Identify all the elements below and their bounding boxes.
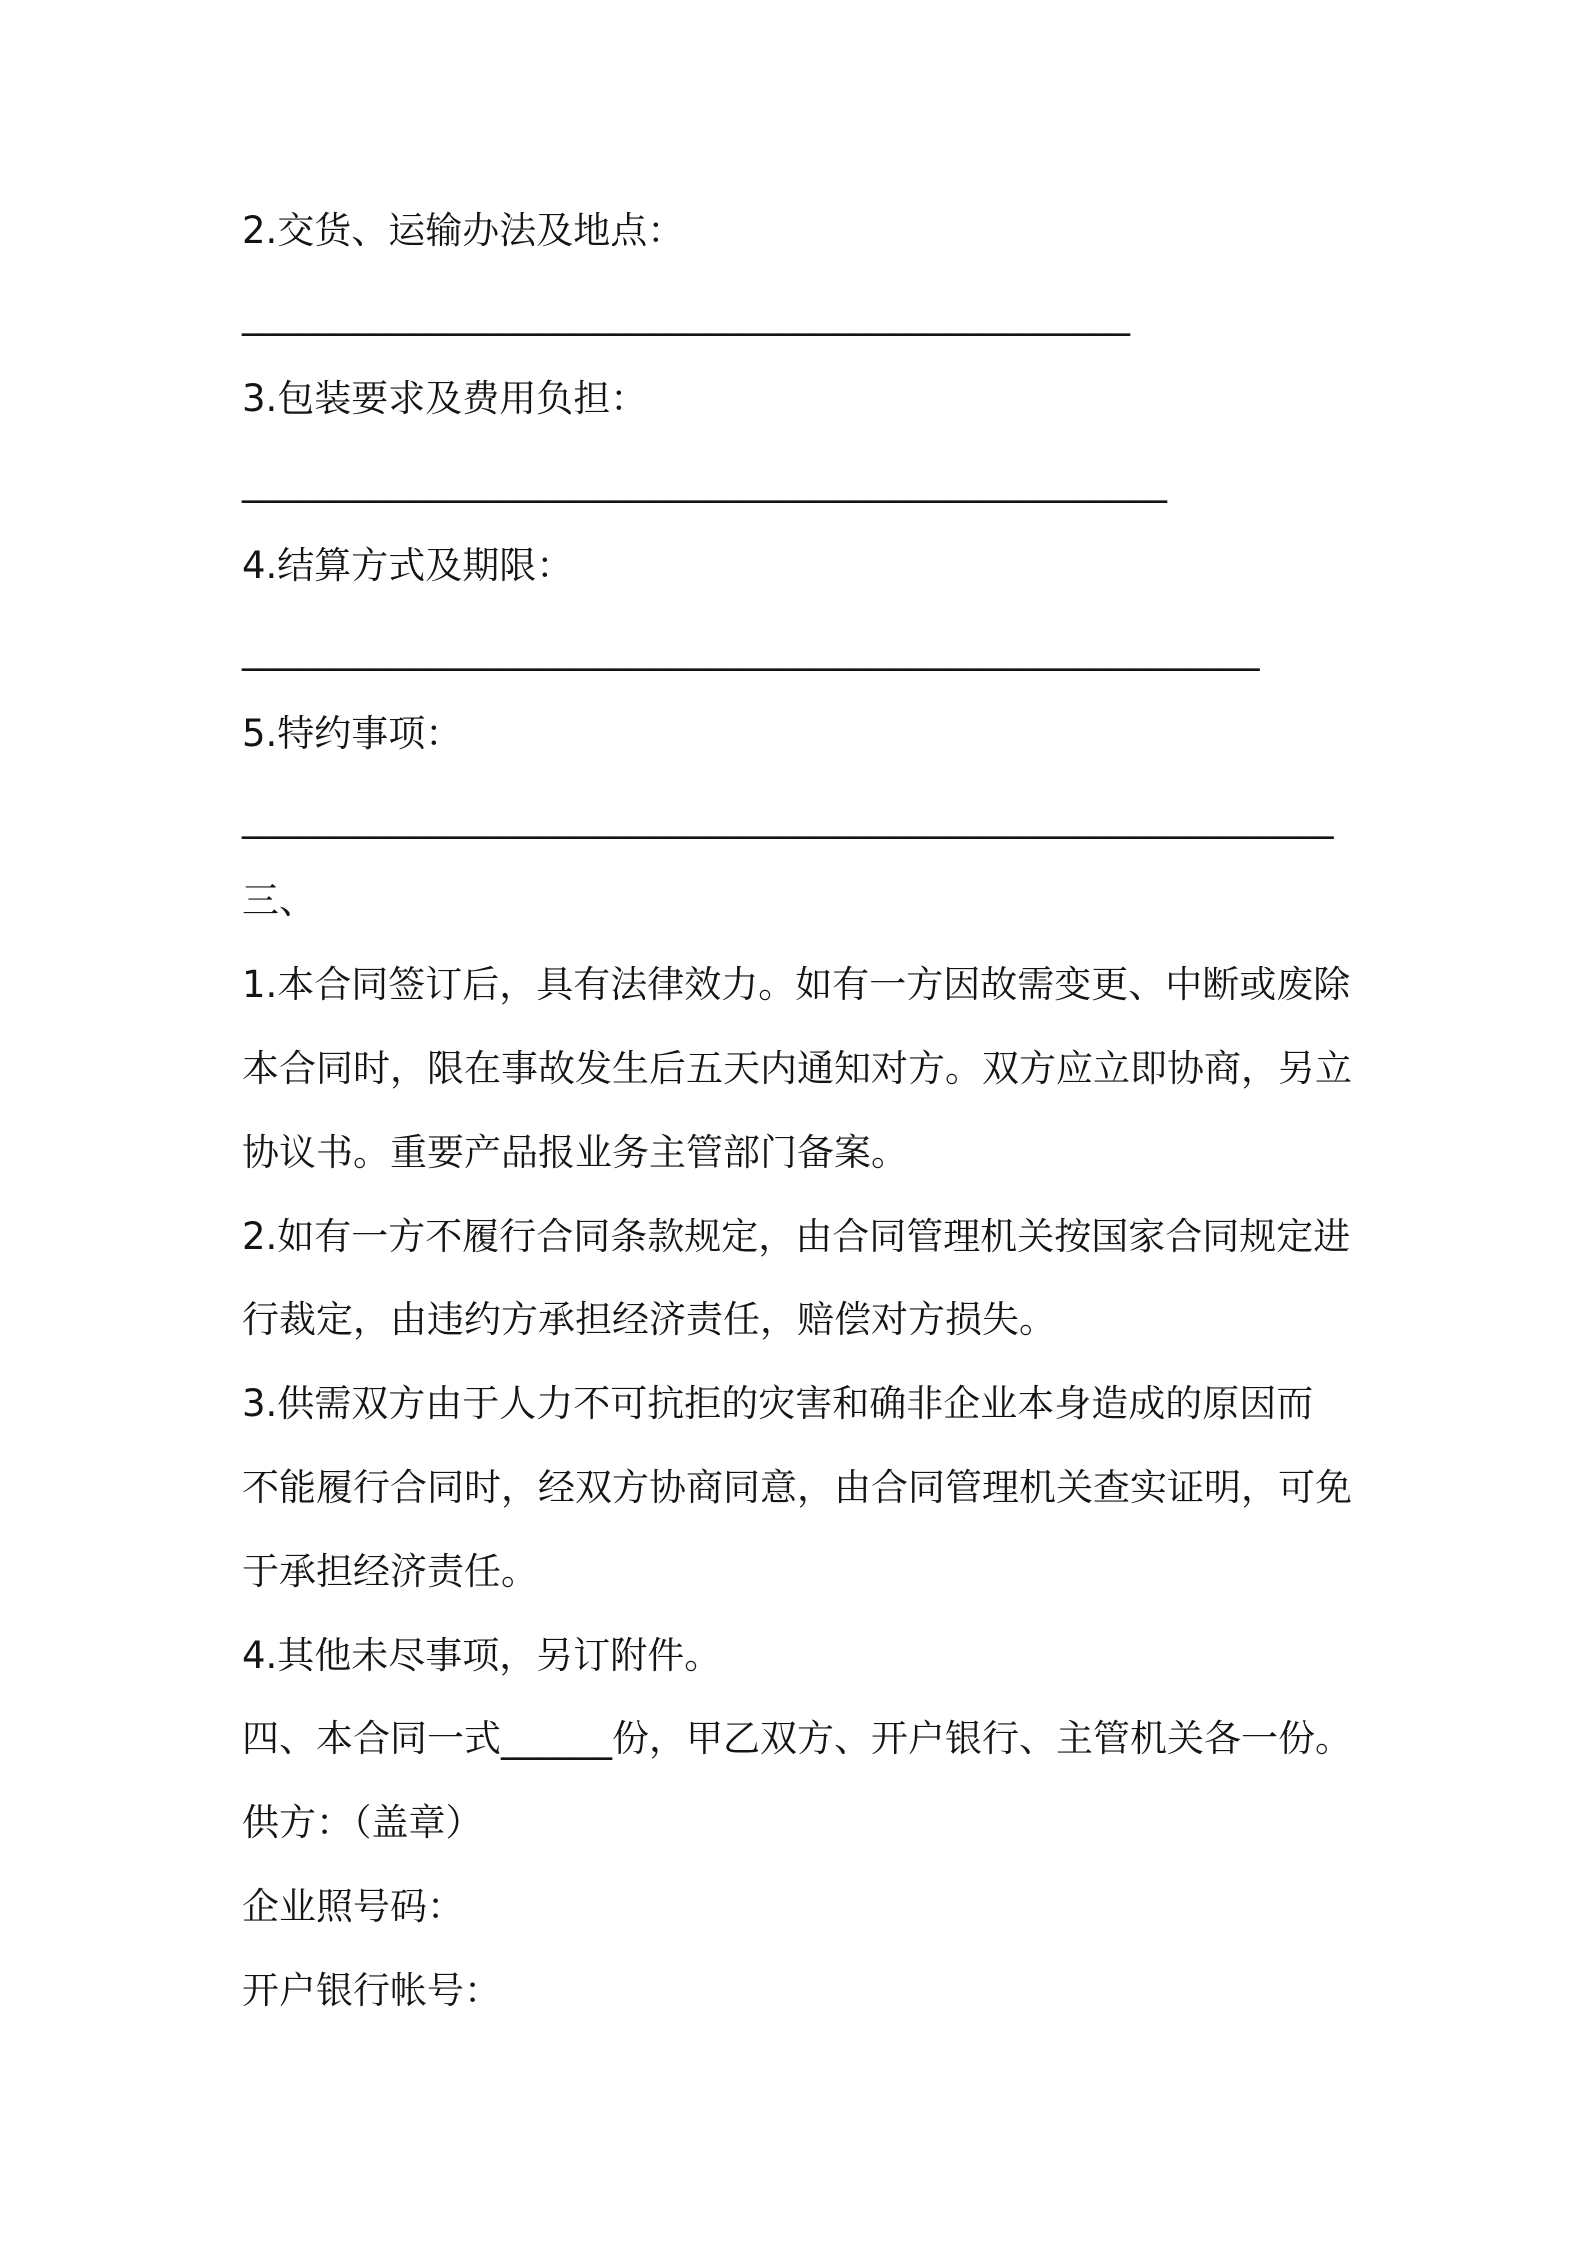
clause-3-line: 不能履行合同时，经双方协商同意，由合同管理机关查实证明，可免 [242,1465,1352,1509]
delivery-method-blank: ________________________________________________ [242,292,1130,336]
license-number-label: 企业照号码： [242,1884,464,1928]
clause-4-line: 4.其他未尽事项，另订附件。 [242,1633,722,1677]
special-terms-blank: ___________________________________________________________ [242,795,1334,839]
delivery-method-label: 2.交货、运输办法及地点： [242,209,685,252]
clause-2 [242,1195,1542,1363]
clause-2-line: 行裁定，由违约方承担经济责任，赔偿对方损失。 [242,1298,1056,1342]
special-terms-label: 5.特约事项： [242,711,463,755]
clause-1-line: 本合同时，限在事故发生后五天内通知对方。双方应立即协商，另立 [242,1046,1352,1090]
clause-3-line: 于承担经济责任。 [242,1549,538,1593]
settlement-blank: _______________________________________________________ [242,627,1260,671]
clause-1 [242,943,1542,1194]
clause-2-line: 2.如有一方不履行合同条款规定，由合同管理机关按国家合同规定进 [242,1214,1351,1258]
section-three-heading: 三、 [242,879,316,923]
copies-clause: 四、本合同一式______份，甲乙双方、开户银行、主管机关各一份。 [242,1717,1352,1761]
bank-account-label: 开户银行帐号： [242,1968,501,2012]
supplier-seal-label: 供方：（盖章） [242,1801,483,1845]
packaging-label: 3.包装要求及费用负担： [242,376,648,420]
clause-4 [242,1614,1542,1698]
supplier-block [242,1781,1542,2032]
clause-3 [242,1362,1542,1613]
contract-body [242,189,1542,2033]
clause-1-line: 1.本合同签订后，具有法律效力。如有一方因故需变更、中断或废除 [242,963,1351,1007]
clause-1-line: 协议书。重要产品报业务主管部门备案。 [242,1130,908,1174]
packaging-blank: __________________________________________________ [242,460,1167,504]
clause-3-line: 3.供需双方由于人力不可抗拒的灾害和确非企业本身造成的原因而 [242,1382,1314,1426]
settlement-label: 4.结算方式及期限： [242,544,574,588]
